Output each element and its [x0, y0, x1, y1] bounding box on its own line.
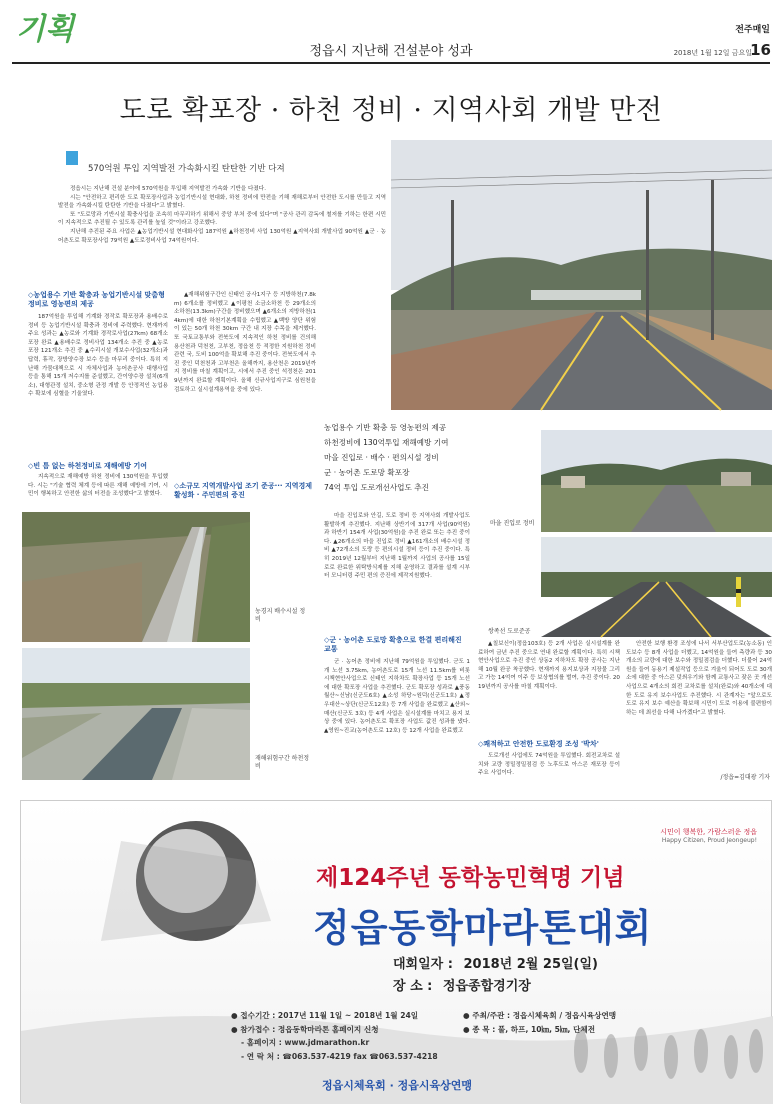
ad-info-line: - 홈페이지 : www.jdmarathon.kr — [241, 1038, 370, 1047]
ad-info-line: ● 종 목 : 풀, 하프, 10㎞, 5㎞, 단체전 — [463, 1024, 596, 1034]
col3-body-1: ▲칠보신이(정읍103호) 등 2개 사업은 실시설계를 완료하여 금년 추진 중으로 연내 완료할 계획이다. 특히 시책 현안사업으로 추진 중인 상동2 지하차도 확장 공사는 지난해 10월 완공 착공했다. 현재까지 용지보상과 지장물 그리고 가능 14억여 이주 등 보상협의를 벌여, 추진 중이다. 2019년까지 공사를 마칠 계획이다. — [478, 641, 620, 690]
col4-body-1: 안전한 보행 환경 조성에 나서 서부산업도로(농소동) 인도보수 등 8개 사업을 더했고, 14억원을 들여 측량과 등 30개소의 교량에 대한 보수와 정밀점검을 더했다. 더불어 24억원을 들여 동용기 제설작업 등으로 겨울이 되어도 도로 30개소에 대한 중 아스콘 덧씌우기와 함께 교통사고 잦은 곳 개선사업으로 4개소의 회전 교차로를 설치(완료)와 40개소에 대한 도로 유지 보수사업도 추진했다. 시 관계자는 "앞으로도 도로 유지 보수 예산을 확보해 시민이 도로 이용에 불편함이 하는 데 최선을 다해 나가겠다"고 밝혔다. — [626, 641, 772, 716]
headline: 도로 확포장 · 하천 정비 · 지역사회 개발 만전 — [119, 95, 663, 126]
ad-info-line: ● 접수기간 : 2017년 11월 1일 ~ 2018년 1월 24일 — [231, 1011, 419, 1020]
lead-subtitle: 570억원 투입 지역발전 가속화시킬 탄탄한 기반 다져 — [88, 164, 285, 174]
lead-paragraph: 지난해 추진된 주요 사업은 ▲농업기반시설 현대화사업 187억원 ▲하천정비 사업 130억원 ▲지역사회 개발사업 90억원 ▲군 · 농어촌도로 확포장사업 79억원 ▲도로정비사업 74억원이다. — [58, 228, 386, 244]
ad-date — [393, 953, 598, 972]
col1-body-2: 지속적으로 재해예방 하천 정비에 130억원을 투입했다. 시는 "기술 협력 체계 등에 따른 재해 예방에 기여, 시민이 행복하고 안전한 삶의 터전을 조성했다"고 밝혔다. — [28, 474, 168, 498]
lead-paragraph: 또 "도로망과 기반시설 확충사업을 조속히 마무리하기 위해서 중앙 부처 중에 있다"며 "공사 관리 감독에 철저를 기하는 한편 시민이 지속적으로 추진될 수 있도록 관리를 높일 것"이라고 강조했다. — [58, 211, 386, 227]
callout-box — [324, 420, 524, 496]
ad-info-line: ● 주최/주관 : 정읍시체육회 / 정읍시육상연맹 — [463, 1011, 617, 1020]
ad-venue-label: 장 소 : — [393, 979, 433, 994]
col1-heading-2: ◇빈 틈 없는 하천정비로 재해예방 기여 — [28, 462, 147, 470]
caption-drainage: 농경지 배수시설 정비 — [255, 608, 306, 623]
lead-paragraph: 시는 "안전하고 편리한 도로 확포장사업과 농업기반시설 현대화, 하천 정비에 만전을 기해 재해로부터 안전한 도시를 만들고 지역발전을 가속화시킬 탄탄한 기반을 다졌다"고 밝혔다. — [58, 194, 386, 210]
photo-highway — [391, 140, 772, 410]
photo-road-repair — [541, 537, 772, 637]
subtitle-marker — [66, 151, 78, 165]
header-title: 정읍시 지난해 건설분야 성과 — [309, 44, 473, 59]
col2-body-3: 군 · 농어촌 정비에 지난해 79억원을 투입했다. 군도 1개 노선 3.75km, 농어촌도로 15개 노선 11.5km를 비롯 시책현안사업으로 신태인 지하차도 확장사업 등 15개 노선에 대한 확포장 사업을 추진했다. 군도 확포장 성과로 ▲풍동 월산~신남(신군도6호) ▲소성 하당~원덕(신군도1호) ▲정우대산~상단(신군도12호) 등 7개 사업을 완료했고 ▲산외~매산(신군도 3호) 등 4개 사업은 실시설계를 마치고 용지 보상 중에 있다. 농어촌도로 확포장 사업도 값진 성과를 냈다. ▲영원~진교(농어촌도로 12호) 등 12개 사업을 완료했고 — [324, 659, 470, 734]
ad-slogan: 시민이 행복한, 가람스러운 정읍 — [660, 828, 757, 836]
ad-event-line: 제124주년 동학농민혁명 기념 — [316, 865, 625, 891]
ad-info-right — [463, 1009, 616, 1036]
header-rule — [12, 62, 770, 64]
header-date: 2018년 1월 12일 금요일 — [673, 49, 752, 57]
caption-village-road: 마을 진입로 정비 — [490, 520, 535, 527]
col1-body-1: 187억원을 투입해 기계화 경작로 확포장과 용배수로 정비 등 농업기반시설 확충과 정비에 주력했다. 현재까지 주요 성과는 ▲농로와 기계화 경작로사업(27km) 68개소 포장 완료 ▲용배수로 정비사업 134개소 추진 중 ▲농로 포장 121개소 추진 중 ▲수리시설 개보수사업(32개소)과 답력, 휴작, 장방양수장 보수 등을 마무리 중이다. 특히 지난해 가뭄대책으로 시 자체사업과 농어촌공사 대행사업 등을 통해 15개 저수지를 준설했고, 간이양수장 설치(6개소), 대형관정 설치, 중소형 관정 개발 등 안정적인 농업용수 확보에 심혈을 기울였다. — [28, 314, 168, 398]
page-number: 16 — [750, 41, 771, 59]
callout-line: 마을 진입로 · 배수 · 편의시설 정비 — [324, 453, 439, 462]
ad-date-value: 2018년 2월 25일(일) — [463, 957, 598, 972]
lead-paragraph: 정읍시는 지난해 건설 분야에 570억원을 투입해 지역발전 가속화 기반을 다졌다. — [70, 186, 266, 192]
col2-body-1: ▲재해위험구간인 신태인 궁사1지구 등 지방하천(7.8km) 6개소를 정비했고 ▲이평천 소금소하천 등 29개소의 소하천(13.3km)구간을 정비했으며 ▲6개소의 지방하천(14km)에 대한 하천기본계획을 수립했고 ▲백방 양단 위험이 있는 50개 하천 30km 구간 내 지장 수목을 제거했다. 또 국토교통부와 전북도에 지속적인 하천 정비를 건의해 용산천과 덕천천, 고부천, 정읍천 등 적정한 지원하천 정비 관련 국, 도비 100억을 확보해 추진 중이다. 전북도에서 추진 중인 덕천천과 고부천은 올해까지, 용산천은 2019년까지 정비를 마칠 계획이고, 시에서 추진 중인 석정천은 2019년까지 완료할 계획이다. 올해 신규사업지구로 심원천을 검토하고 실시설계용역을 중에 있다. — [174, 292, 316, 393]
paper-name: 전주매일 — [735, 25, 770, 35]
ad-date-label: 대회일자 : — [393, 957, 453, 972]
byline: /정읍=김대광 기자 — [720, 774, 770, 781]
ad-info-line: - 연 락 처 : ☎063.537-4219 fax ☎063.537-4218 — [241, 1051, 438, 1061]
col1-heading-1: ◇농업용수 기반 확충과 농업기반시설 맞춤형 정비로 영농편의 제공 — [28, 291, 165, 308]
callout-line: 군 · 농어촌 도로망 확포장 — [324, 468, 410, 477]
photo-drainage — [22, 512, 250, 642]
col2-body-2: 마을 진입로와 안길, 도로 정비 등 지역사회 개발사업도 활발하게 추진했다. 지난해 상반기에 317개 사업(90억원)과 하반기 154개 사업(30억원)을 추진 완료 또는 추진 중이다. ▲26개소의 마을 진입로 정비 ▲161개소의 배수시설 정비 ▲72개소의 도랑 등 편의시설 정비 등이 추진 중이다. 특히 2019년 12월부터 지난해 1월까지 사업의 공사를 15일로로 완료한 위탁방식제를 지해 운영하고 결과를 설계 시부터 모니터링 주민 편의 증진에 제작지원했다. — [324, 513, 470, 580]
col2-heading-2: ◇소규모 지역개발사업 조기 준공··· 지역경제 활성화 · 주민편의 증진 — [174, 482, 313, 499]
ad-info-line: ● 참가접수 : 정읍동학마라톤 홈페이지 신청 — [231, 1024, 379, 1034]
callout-line: 하천정비에 130억투입 재해예방 기여 — [324, 438, 449, 447]
ad-venue-value: 정읍종합경기장 — [442, 979, 531, 994]
ad-organizers: 정읍시체육회 · 정읍시육상연맹 — [322, 1079, 472, 1092]
callout-line: 74억 투입 도로개선사업도 추진 — [324, 483, 429, 492]
photo-village-road — [541, 430, 772, 532]
section-label: 기획 — [16, 12, 74, 47]
callout-line: 농업용수 기반 확충 등 영농편의 제공 — [324, 423, 447, 432]
col2-heading-3: ◇군 · 농어촌 도로망 확충으로 한결 편리해진 교통 — [324, 636, 462, 653]
photo-river — [22, 648, 250, 780]
marathon-ad — [20, 800, 772, 1103]
lead-text — [58, 185, 386, 265]
ad-event-title: 정읍동학마라톤대회 — [313, 906, 653, 950]
ad-info-left — [231, 1009, 438, 1063]
col3-heading-2: ◇쾌적하고 안전한 도로환경 조성 '박차' — [478, 740, 599, 748]
col3-body-2: 도로개선 사업에도 74억원을 투입했다. 회전교차로 설치와 교량 정밀정밀점검 등 노후도로 아스콘 재포장 등이 주요 사업이다. — [478, 753, 620, 777]
caption-road-repair: 쌍족선 도로준공 — [488, 628, 531, 635]
ad-venue — [393, 975, 531, 994]
ad-slogan-en: Happy Citizen, Proud Jeongeup! — [661, 837, 757, 844]
caption-river: 재해위험구간 하천정비 — [255, 755, 310, 770]
